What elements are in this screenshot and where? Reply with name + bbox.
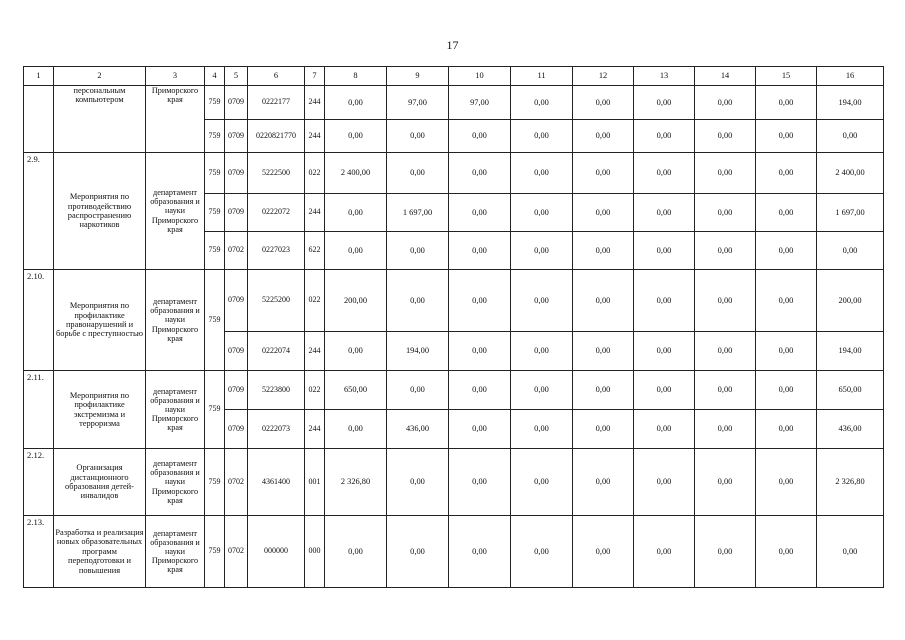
amount-cell: 0,00 [634,120,695,153]
amount-cell: 0,00 [511,153,573,194]
section-code: 0709 [225,120,248,153]
amount-cell: 0,00 [449,270,511,332]
amount-cell: 0,00 [695,270,756,332]
amount-cell: 0,00 [387,371,449,410]
amount-cell: 0,00 [695,371,756,410]
grbs-code: 759 [205,270,225,371]
amount-cell: 0,00 [634,410,695,449]
amount-cell: 0,00 [695,120,756,153]
total-cell: 2 326,80 [817,449,884,516]
header-cell: 5 [225,67,248,86]
item-department: департамент образования и науки Приморского края [146,153,205,270]
amount-cell: 194,00 [387,332,449,371]
amount-cell: 0,00 [695,449,756,516]
header-cell: 12 [573,67,634,86]
expense-type-code: 244 [305,86,325,120]
amount-cell: 0,00 [695,194,756,232]
amount-cell: 0,00 [449,120,511,153]
amount-cell: 0,00 [573,270,634,332]
amount-cell: 0,00 [449,449,511,516]
item-name: Мероприятия по профилактике экстремизма и терроризма [54,371,146,449]
table-row [24,86,884,120]
amount-cell: 0,00 [695,516,756,588]
header-cell: 14 [695,67,756,86]
amount-cell: 0,00 [325,194,387,232]
header-cell: 2 [54,67,146,86]
amount-cell: 0,00 [573,449,634,516]
expense-type-code: 022 [305,371,325,410]
total-cell: 2 400,00 [817,153,884,194]
amount-cell: 0,00 [449,194,511,232]
amount-cell: 0,00 [573,232,634,270]
amount-cell: 0,00 [449,371,511,410]
target-code: 0227023 [248,232,305,270]
amount-cell: 200,00 [325,270,387,332]
total-cell: 0,00 [817,232,884,270]
header-cell: 7 [305,67,325,86]
amount-cell: 0,00 [634,86,695,120]
total-cell: 1 697,00 [817,194,884,232]
expense-type-code: 244 [305,410,325,449]
target-code: 0222074 [248,332,305,371]
amount-cell: 0,00 [573,153,634,194]
amount-cell: 0,00 [756,86,817,120]
amount-cell: 0,00 [634,194,695,232]
amount-cell: 0,00 [756,153,817,194]
amount-cell: 0,00 [325,410,387,449]
amount-cell: 0,00 [387,449,449,516]
target-code: 5225200 [248,270,305,332]
item-name: Мероприятия по профилактике правонарушений и борьбе с преступностью [54,270,146,371]
amount-cell: 0,00 [511,410,573,449]
amount-cell: 0,00 [511,516,573,588]
amount-cell: 0,00 [511,371,573,410]
amount-cell: 2 400,00 [325,153,387,194]
amount-cell: 0,00 [511,86,573,120]
item-department: департамент образования и науки Приморского края [146,516,205,588]
header-cell: 8 [325,67,387,86]
total-cell: 200,00 [817,270,884,332]
item-index: 2.10. [24,270,54,371]
table-row [24,449,884,516]
amount-cell: 0,00 [634,449,695,516]
amount-cell: 0,00 [756,270,817,332]
section-code: 0702 [225,516,248,588]
amount-cell: 0,00 [387,120,449,153]
item-department: департамент образования и науки Приморского края [146,270,205,371]
header-cell: 11 [511,67,573,86]
expense-type-code: 622 [305,232,325,270]
amount-cell: 0,00 [756,194,817,232]
total-cell: 194,00 [817,86,884,120]
amount-cell: 650,00 [325,371,387,410]
header-cell: 4 [205,67,225,86]
item-department: департамент образования и науки Приморского края [146,371,205,449]
amount-cell: 0,00 [573,516,634,588]
amount-cell: 0,00 [387,232,449,270]
item-department: департамент образования и науки Приморского края [146,449,205,516]
expense-type-code: 244 [305,332,325,371]
budget-table [23,66,884,588]
amount-cell: 0,00 [511,194,573,232]
table-row [24,371,884,410]
grbs-code: 759 [205,194,225,232]
item-index: 2.13. [24,516,54,588]
expense-type-code: 022 [305,270,325,332]
amount-cell: 0,00 [634,232,695,270]
amount-cell: 0,00 [695,86,756,120]
item-name: Разработка и реализация новых образовательных программ переподготовки и повышения [54,516,146,588]
expense-type-code: 022 [305,153,325,194]
amount-cell: 0,00 [573,120,634,153]
section-code: 0709 [225,371,248,410]
header-cell: 15 [756,67,817,86]
target-code: 5222500 [248,153,305,194]
amount-cell: 436,00 [387,410,449,449]
amount-cell: 0,00 [449,410,511,449]
amount-cell: 97,00 [387,86,449,120]
amount-cell: 97,00 [449,86,511,120]
amount-cell: 0,00 [387,516,449,588]
amount-cell: 0,00 [634,332,695,371]
amount-cell: 1 697,00 [387,194,449,232]
item-name: Организация дистанционного образования детей-инвалидов [54,449,146,516]
total-cell: 650,00 [817,371,884,410]
amount-cell: 0,00 [449,153,511,194]
amount-cell: 0,00 [756,232,817,270]
expense-type-code: 001 [305,449,325,516]
amount-cell: 0,00 [325,332,387,371]
amount-cell: 0,00 [573,86,634,120]
amount-cell: 0,00 [695,232,756,270]
amount-cell: 0,00 [756,120,817,153]
total-cell: 194,00 [817,332,884,371]
amount-cell: 0,00 [695,153,756,194]
section-code: 0709 [225,270,248,332]
section-code: 0709 [225,194,248,232]
grbs-code: 759 [205,371,225,449]
expense-type-code: 244 [305,120,325,153]
item-department: Приморского края [146,86,205,153]
amount-cell: 0,00 [511,120,573,153]
grbs-code: 759 [205,516,225,588]
total-cell: 0,00 [817,120,884,153]
target-code: 0222073 [248,410,305,449]
amount-cell: 0,00 [449,516,511,588]
grbs-code: 759 [205,232,225,270]
amount-cell: 0,00 [756,410,817,449]
header-cell: 13 [634,67,695,86]
header-cell: 1 [24,67,54,86]
item-index: 2.9. [24,153,54,270]
target-code: 4361400 [248,449,305,516]
amount-cell: 0,00 [573,332,634,371]
amount-cell: 0,00 [634,270,695,332]
total-cell: 0,00 [817,516,884,588]
grbs-code: 759 [205,120,225,153]
table-row [24,153,884,194]
page-number: 17 [446,38,459,52]
item-index [24,86,54,153]
table-row [24,516,884,588]
amount-cell: 0,00 [325,516,387,588]
table-row [24,270,884,332]
header-cell: 9 [387,67,449,86]
item-index: 2.12. [24,449,54,516]
header-cell: 6 [248,67,305,86]
section-code: 0702 [225,232,248,270]
amount-cell: 0,00 [387,153,449,194]
target-code: 5223800 [248,371,305,410]
grbs-code: 759 [205,86,225,120]
amount-cell: 0,00 [573,371,634,410]
amount-cell: 0,00 [449,332,511,371]
grbs-code: 759 [205,449,225,516]
amount-cell: 0,00 [511,332,573,371]
amount-cell: 0,00 [695,410,756,449]
amount-cell: 0,00 [756,332,817,371]
amount-cell: 0,00 [756,516,817,588]
header-cell: 16 [817,67,884,86]
amount-cell: 0,00 [634,516,695,588]
amount-cell: 0,00 [573,410,634,449]
header-cell: 3 [146,67,205,86]
total-cell: 436,00 [817,410,884,449]
amount-cell: 0,00 [634,153,695,194]
amount-cell: 0,00 [449,232,511,270]
section-code: 0709 [225,153,248,194]
target-code: 0222072 [248,194,305,232]
header-row [24,67,884,86]
amount-cell: 0,00 [325,86,387,120]
item-name: персональным компьютером [54,86,146,153]
grbs-code: 759 [205,153,225,194]
expense-type-code: 000 [305,516,325,588]
amount-cell: 0,00 [634,371,695,410]
amount-cell: 0,00 [387,270,449,332]
amount-cell: 0,00 [511,449,573,516]
amount-cell: 0,00 [511,270,573,332]
section-code: 0709 [225,332,248,371]
amount-cell: 0,00 [756,371,817,410]
target-code: 0220821770 [248,120,305,153]
amount-cell: 0,00 [511,232,573,270]
section-code: 0709 [225,86,248,120]
amount-cell: 0,00 [695,332,756,371]
section-code: 0709 [225,410,248,449]
target-code: 000000 [248,516,305,588]
expense-type-code: 244 [305,194,325,232]
section-code: 0702 [225,449,248,516]
amount-cell: 0,00 [756,449,817,516]
amount-cell: 2 326,80 [325,449,387,516]
header-cell: 10 [449,67,511,86]
amount-cell: 0,00 [325,120,387,153]
amount-cell: 0,00 [573,194,634,232]
target-code: 0222177 [248,86,305,120]
amount-cell: 0,00 [325,232,387,270]
item-index: 2.11. [24,371,54,449]
item-name: Мероприятия по противодействию распространению наркотиков [54,153,146,270]
